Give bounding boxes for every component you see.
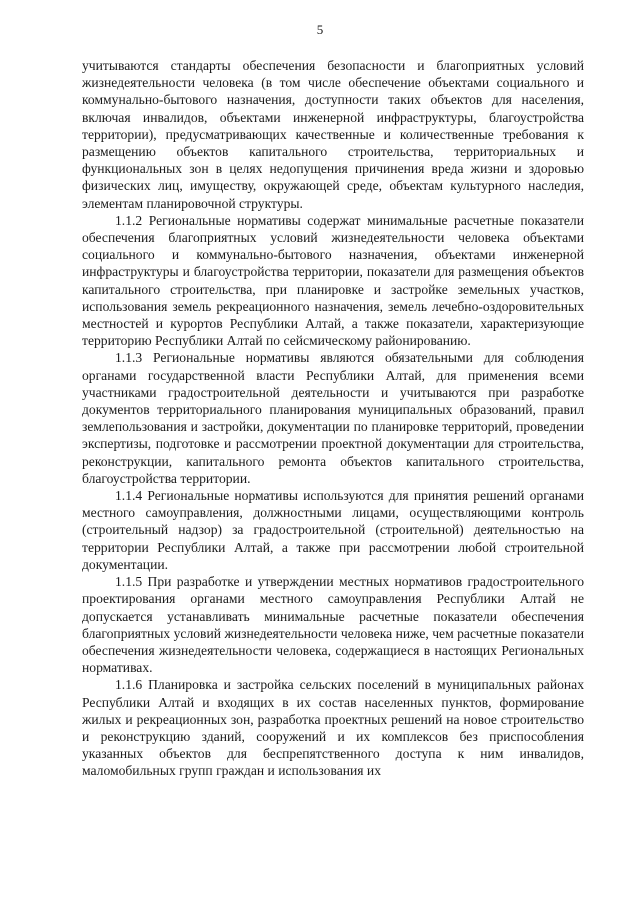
paragraph: учитываются стандарты обеспечения безопасности и благоприятных условий жизнедеятельности человека (в том числе обеспечение объектами социального и коммунально-бытового назначения, доступности таких объектов для населения, включая инвалидов, объектами инженерной инфраструктуры, благоустройства территории), предусматривающих качественные и количественные требования к размещению объектов капитального строительства, территориальных и функциональных зон в целях недопущения причинения вреда жизни и здоровью физических лиц, имуществу, окружающей среде, объектам культурного наследия, элементам планировочной структуры. bbox=[82, 58, 584, 211]
paragraph: 1.1.4 Региональные нормативы используются для принятия решений органами местного самоуправления, должностными лицами, осуществляющими контроль (строительный надзор) за градостроительной (строительной) деятельностью на территории Республики Алтай, а также при рассмотрении любой строительной документации. bbox=[82, 488, 584, 572]
paragraph: 1.1.6 Планировка и застройка сельских поселений в муниципальных районах Республики Алтай и входящих в их состав населенных пунктов, формирование жилых и рекреационных зон, разработка проектных решений на новое строительство и реконструкцию зданий, сооружений и их комплексов без приспособления указанных объектов для беспрепятственного доступа к ним инвалидов, маломобильных групп граждан и использования их bbox=[82, 677, 584, 779]
page-number: 5 bbox=[316, 22, 324, 37]
paragraph: 1.1.3 Региональные нормативы являются обязательными для соблюдения органами государственной власти Республики Алтай, для применения всеми участниками градостроительной деятельности и учитываются при разработке документов территориального планирования муниципальных образований, правил землепользования и застройки, документации по планировке территорий, проведении экспертизы, подготовке и рассмотрении проектной документации для строительства, реконструкции, капитального ремонта объектов капитального строительства, благоустройства территории. bbox=[82, 350, 584, 486]
paragraph: 1.1.5 При разработке и утверждении местных нормативов градостроительного проектирования органами местного самоуправления Республики Алтай не допускается устанавливать минимальные расчетные показатели обеспечения благоприятных условий жизнедеятельности человека ниже, чем расчетные показатели обеспечения жизнедеятельности человека, содержащиеся в настоящих Региональных нормативах. bbox=[82, 574, 584, 676]
paragraph: 1.1.2 Региональные нормативы содержат минимальные расчетные показатели обеспечения благоприятных условий жизнедеятельности человека объектами социального и коммунально-бытового назначения, объектами инженерной инфраструктуры и благоустройства территории, показатели для размещения объектов капитального строительства, при планировке и застройке земельных участков, использования земель рекреационного назначения, земель лечебно-оздоровительных местностей и курортов Республики Алтай, а также показатели, характеризующие территорию Республики Алтай по сейсмическому районированию. bbox=[82, 212, 584, 349]
document-body bbox=[82, 57, 584, 780]
